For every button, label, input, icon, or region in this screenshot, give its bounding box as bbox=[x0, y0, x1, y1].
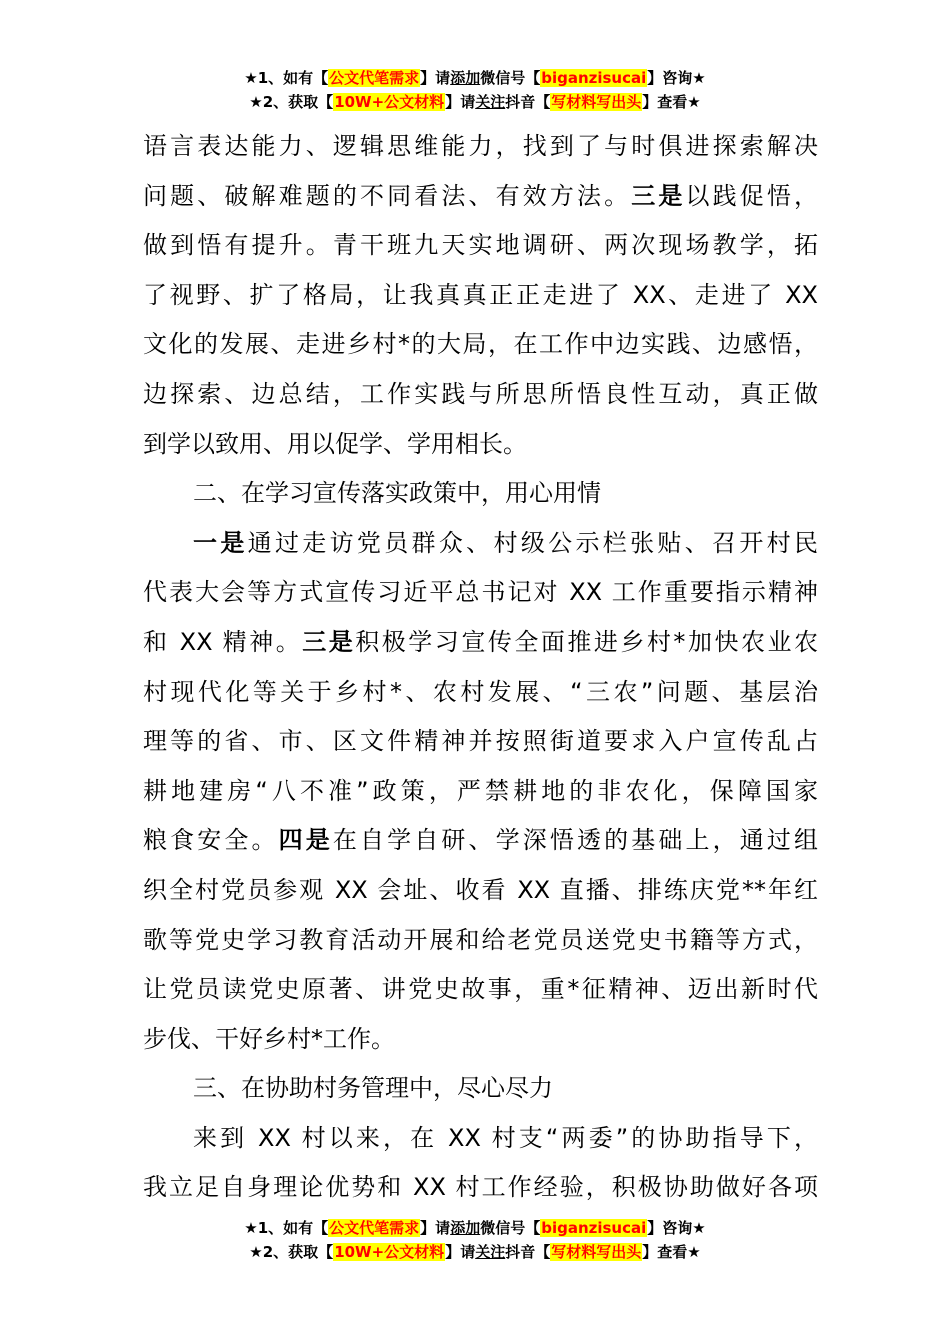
banner-highlight: 写材料写出头 bbox=[551, 93, 642, 111]
banner-highlight: 10W+公文材料 bbox=[334, 93, 445, 111]
section-heading-2: 二、在学习宣传落实政策中，用心用情 bbox=[193, 479, 601, 508]
banner-text: 微信号【 bbox=[480, 69, 541, 87]
body-line: 文化的发展、走进乡村*的大局，在工作中边实践、边感悟， bbox=[143, 330, 818, 359]
bold-lead: 四是 bbox=[278, 826, 333, 855]
body-text: 在自学自研、学深悟透的基础上，通过组 bbox=[332, 826, 818, 855]
banner-line-1 bbox=[0, 66, 950, 90]
banner-text: ★2、获取【 bbox=[249, 93, 334, 111]
banner-text: 】查看★ bbox=[642, 93, 701, 111]
body-text: 通过走访党员群众、村级公示栏张贴、召开村民 bbox=[247, 528, 819, 557]
bold-lead: 三是 bbox=[631, 181, 686, 210]
body-line: 村现代化等关于乡村*、农村发展、“三农”问题、基层治 bbox=[143, 677, 818, 706]
body-line: 耕地建房“八不准”政策，严禁耕地的非农化，保障国家 bbox=[143, 776, 818, 805]
banner-text: ★1、如有【 bbox=[244, 69, 329, 87]
banner-text: 微信号【 bbox=[480, 1219, 541, 1237]
body-line: 织全村党员参观 XX 会址、收看 XX 直播、排练庆党**年红 bbox=[143, 875, 818, 904]
body-text: 以践促悟， bbox=[685, 181, 818, 210]
banner-highlight: 10W+公文材料 bbox=[334, 1243, 445, 1261]
banner-underline: 添加 bbox=[450, 69, 481, 87]
banner-highlight: 公文代笔需求 bbox=[329, 1219, 420, 1237]
body-line: 来到 XX 村以来，在 XX 村支“两委”的协助指导下， bbox=[193, 1123, 818, 1152]
body-line: 理等的省、市、区文件精神并按照街道要求入户宣传乱占 bbox=[143, 727, 818, 756]
banner-text: ★1、如有【 bbox=[244, 1219, 329, 1237]
body-line: 语言表达能力、逻辑思维能力，找到了与时俱进探索解决 bbox=[143, 132, 818, 160]
bold-lead: 一是 bbox=[193, 528, 248, 557]
body-line: 让党员读党史原著、讲党史故事，重*征精神、迈出新时代 bbox=[143, 975, 818, 1004]
banner-text: 】咨询★ bbox=[647, 69, 706, 87]
document-body bbox=[143, 122, 818, 1213]
banner-line-2 bbox=[0, 1240, 950, 1264]
body-line: 边探索、边总结，工作实践与所思所悟良性互动，真正做 bbox=[143, 379, 818, 408]
banner-underline: 关注 bbox=[475, 1243, 506, 1261]
body-line bbox=[143, 618, 818, 668]
banner-line-2 bbox=[0, 90, 950, 114]
banner-underline: 关注 bbox=[475, 93, 506, 111]
banner-line-1 bbox=[0, 1216, 950, 1240]
body-line bbox=[143, 816, 818, 866]
body-line: 代表大会等方式宣传习近平总书记对 XX 工作重要指示精神 bbox=[143, 578, 818, 607]
bold-lead: 三是 bbox=[302, 627, 356, 656]
banner-highlight: 公文代笔需求 bbox=[329, 69, 420, 87]
banner-text: 抖音【 bbox=[505, 1243, 551, 1261]
banner-underline: 添加 bbox=[450, 1219, 481, 1237]
banner-text: 】咨询★ bbox=[647, 1219, 706, 1237]
banner-text: ★2、获取【 bbox=[249, 1243, 334, 1261]
body-line bbox=[143, 172, 818, 222]
banner-text: 】请 bbox=[420, 1219, 451, 1237]
body-text: 积极学习宣传全面推进乡村*加快农业农 bbox=[355, 627, 819, 656]
banner-highlight: 写材料写出头 bbox=[551, 1243, 642, 1261]
banner-text: 抖音【 bbox=[505, 93, 551, 111]
body-line: 做到悟有提升。青干班九天实地调研、两次现场教学，拓 bbox=[143, 231, 818, 260]
body-line: 了视野、扩了格局，让我真真正正走进了 XX、走进了 XX bbox=[143, 280, 818, 309]
body-text: 粮食安全。 bbox=[143, 826, 279, 855]
body-text: 和 XX 精神。 bbox=[143, 627, 303, 656]
banner-highlight: biganzisucai bbox=[541, 1219, 647, 1237]
body-text: 问题、破解难题的不同看法、有效方法。 bbox=[143, 181, 632, 210]
banner-text: 】请 bbox=[420, 69, 451, 87]
footer-banner bbox=[0, 1216, 950, 1264]
banner-highlight: biganzisucai bbox=[541, 69, 647, 87]
section-heading-3: 三、在协助村务管理中，尽心尽力 bbox=[193, 1074, 553, 1103]
banner-text: 】查看★ bbox=[642, 1243, 701, 1261]
banner-text: 】请 bbox=[445, 93, 476, 111]
body-line: 步伐、干好乡村*工作。 bbox=[143, 1024, 395, 1053]
header-banner bbox=[0, 66, 950, 114]
body-line: 歌等党史学习教育活动开展和给老党员送党史书籍等方式， bbox=[143, 925, 818, 954]
body-line bbox=[143, 519, 818, 569]
body-line: 我立足自身理论优势和 XX 村工作经验，积极协助做好各项 bbox=[143, 1173, 818, 1202]
banner-text: 】请 bbox=[445, 1243, 476, 1261]
body-line: 到学以致用、用以促学、学用相长。 bbox=[143, 429, 527, 458]
